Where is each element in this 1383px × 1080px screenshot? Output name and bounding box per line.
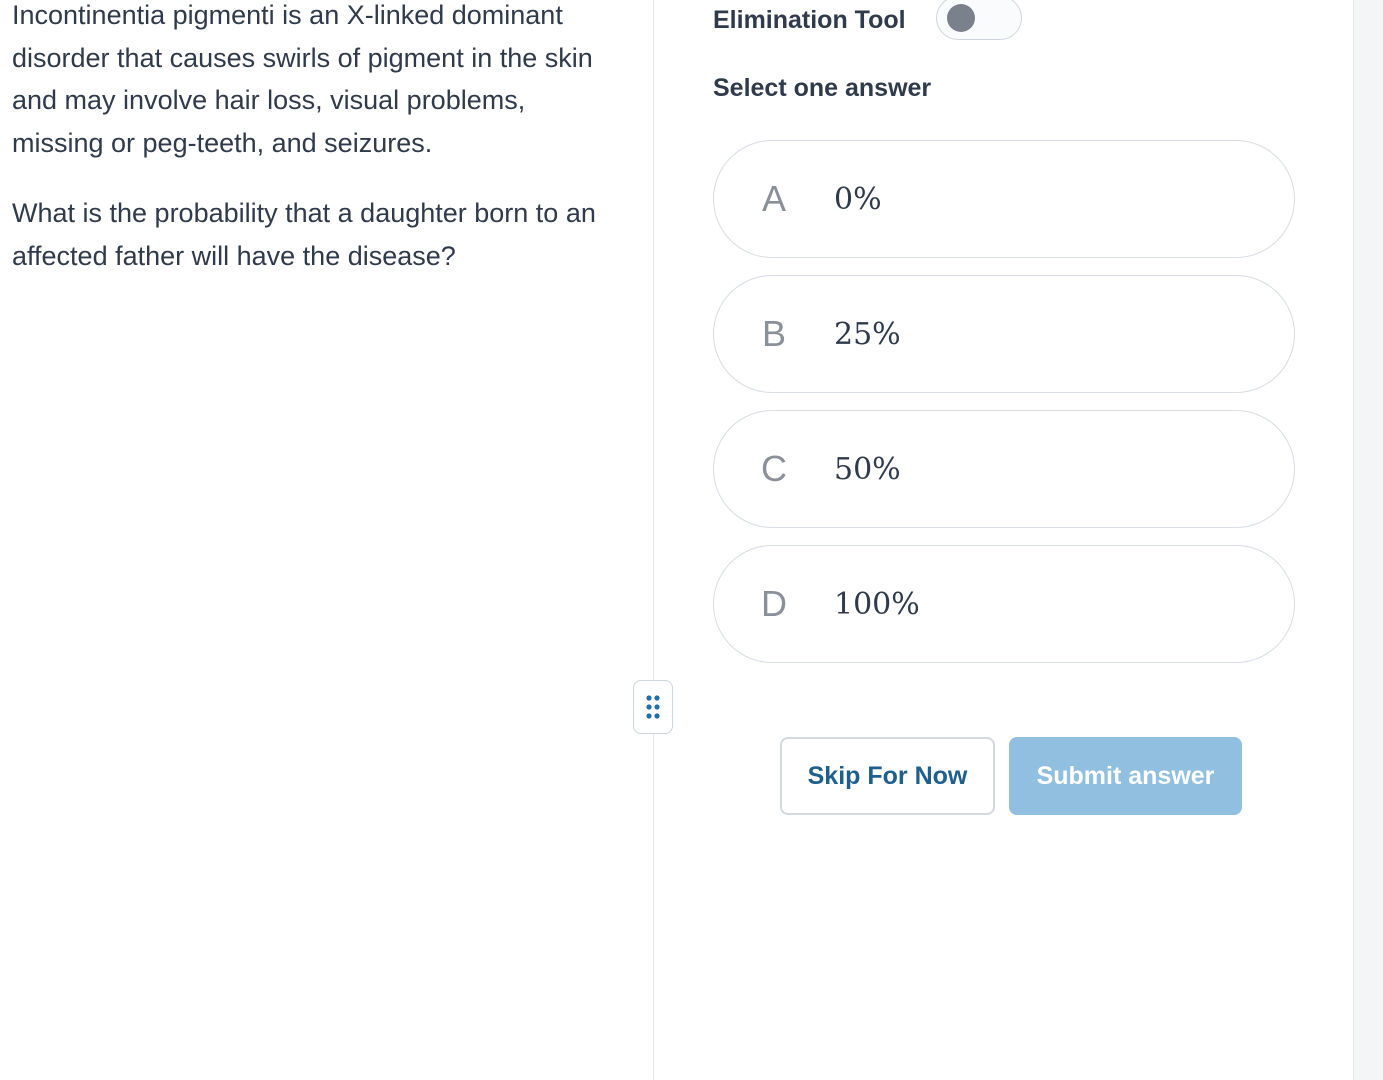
choice-text: 100%: [834, 586, 920, 622]
select-answer-heading: Select one answer: [713, 74, 932, 102]
elimination-tool-label: Elimination Tool: [713, 5, 906, 34]
question-pane: [0, 0, 654, 1080]
question-stem: Incontinentia pigmenti is an X-linked dominant disorder that causes swirls of pigment in the skin and may involve hair loss, visual problems, missing or peg-teeth, and seizures.: [12, 0, 593, 158]
choice-letter: C: [761, 448, 787, 489]
choice-letter: D: [761, 583, 787, 624]
toggle-knob: [947, 4, 975, 32]
answer-choices: [713, 140, 1295, 680]
choice-letter: B: [761, 313, 786, 354]
submit-answer-button[interactable]: Submit answer: [1009, 737, 1242, 815]
answer-choice-c[interactable]: [713, 410, 1295, 528]
action-buttons: [780, 737, 1242, 815]
answer-choice-a[interactable]: [713, 140, 1295, 258]
answer-pane: [655, 0, 1353, 1080]
choice-text: 25%: [834, 316, 901, 352]
elimination-tool-toggle[interactable]: [936, 0, 1022, 40]
choice-text: 0%: [834, 181, 882, 217]
answer-choice-b[interactable]: [713, 275, 1295, 393]
answer-choice-d[interactable]: [713, 545, 1295, 663]
choice-text: 50%: [834, 451, 901, 487]
elimination-tool-row: [713, 0, 1022, 40]
question-prompt: What is the probability that a daughter born to an affected father will have the disease?: [12, 198, 596, 271]
skip-for-now-button[interactable]: Skip For Now: [780, 737, 995, 815]
choice-letter: A: [761, 178, 786, 219]
right-scroll-gutter: [1353, 0, 1383, 1080]
